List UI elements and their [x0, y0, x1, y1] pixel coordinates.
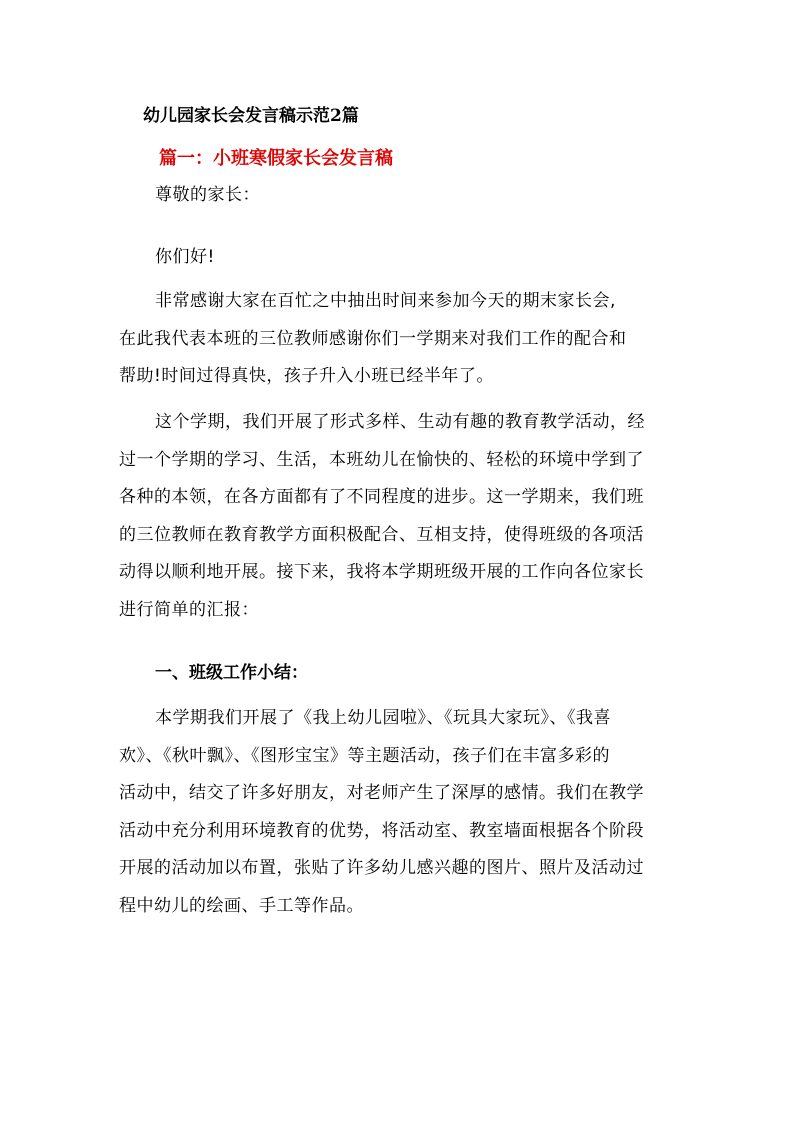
- paragraph-2-line: 过一个学期的学习、生活，本班幼儿在愉快的、轻松的环境中学到了: [119, 449, 644, 470]
- paragraph-2-line: 进行简单的汇报：: [119, 599, 259, 620]
- paragraph-3-line: 欢》、《秋叶飘》、《图形宝宝》等主题活动，孩子们在丰富多彩的: [119, 745, 610, 766]
- paragraph-2-line: 各种的本领，在各方面都有了不同程度的进步。这一学期来，我们班: [119, 487, 644, 507]
- paragraph-2-line: 的三位教师在教育教学方面积极配合、互相支持，使得班级的各项活: [119, 524, 644, 545]
- subheading-class-work-summary: 一、班级工作小结：: [155, 663, 308, 683]
- section-title: 篇一：小班寒假家长会发言稿: [159, 148, 393, 169]
- paragraph-3-line: 活动中充分利用环境教育的优势，将活动室、教室墙面根据各个阶段: [119, 820, 644, 841]
- paragraph-3: [119, 700, 679, 925]
- paragraph-1-line: 非常感谢大家在百忙之中抽出时间来参加今天的期末家长会,: [155, 291, 616, 311]
- paragraph-1-line: 帮助!时间过得真快，孩子升入小班已经半年了。: [119, 366, 494, 386]
- paragraph-2: [119, 404, 679, 629]
- paragraph-2-line: 这个学期，我们开展了形式多样、生动有趣的教育教学活动，经: [155, 412, 645, 432]
- paragraph-3-line: 本学期我们开展了《我上幼儿园啦》、《玩具大家玩》、《我喜: [155, 708, 611, 728]
- document-title: 幼儿园家长会发言稿示范2篇: [143, 106, 359, 126]
- paragraph-3-line: 开展的活动加以布置，张贴了许多幼儿感兴趣的图片、照片及活动过: [119, 858, 644, 878]
- paragraph-1: [119, 283, 679, 396]
- paragraph-1-line: 在此我代表本班的三位教师感谢你们一学期来对我们工作的配合和: [119, 328, 627, 349]
- salutation: 尊敬的家长：: [155, 185, 260, 205]
- paragraph-2-line: 动得以顺利地开展。接下来，我将本学期班级开展的工作向各位家长: [119, 562, 644, 582]
- paragraph-3-line: 活动中，结交了许多好朋友，对老师产生了深厚的感情。我们在教学: [119, 783, 644, 803]
- paragraph-3-line: 程中幼儿的绘画、手工等作品。: [119, 895, 364, 916]
- greeting: 你们好!: [155, 247, 215, 267]
